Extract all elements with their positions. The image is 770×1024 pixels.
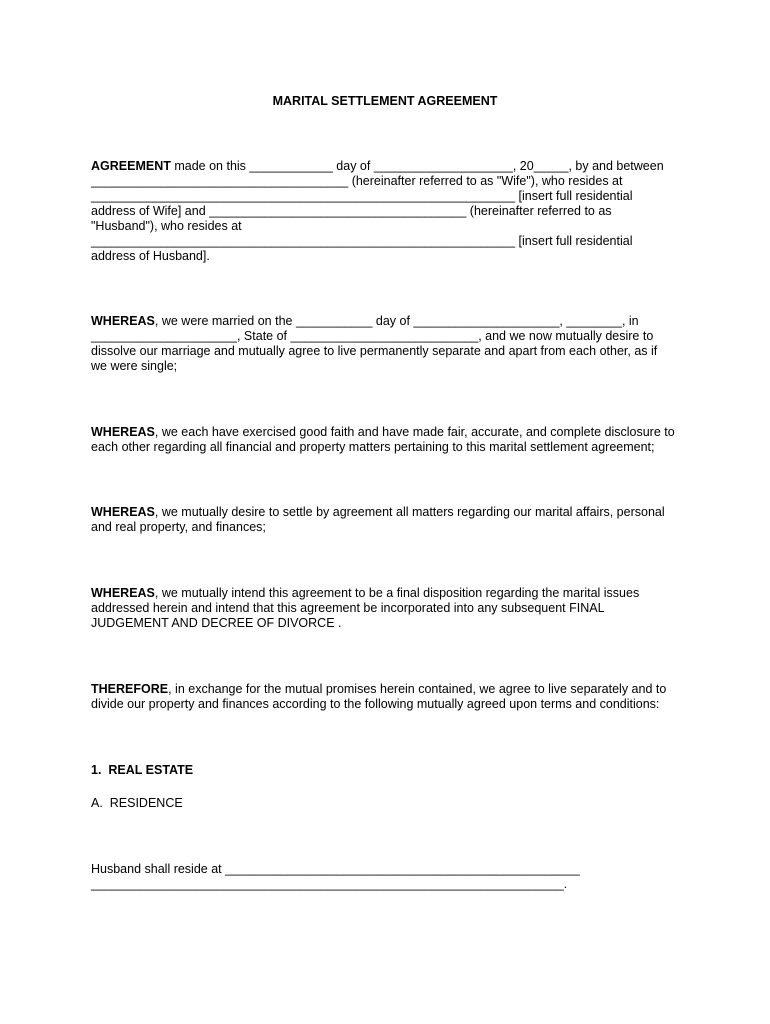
husband-residence-line-1: Husband shall reside at ___________________________________________________: [91, 862, 580, 876]
therefore-line-2: divide our property and finances according to the following mutually agreed upon terms and conditions:: [91, 697, 660, 711]
whereas2-line-1: WHEREAS, we each have exercised good faith and have made fair, accurate, and complete disclosure to: [91, 425, 675, 439]
document-title: MARITAL SETTLEMENT AGREEMENT: [272, 94, 498, 108]
whereas-disclosure-paragraph: [91, 425, 691, 455]
therefore-paragraph: [91, 682, 691, 712]
agreement-line-7: address of Husband].: [91, 249, 210, 263]
whereas4-line-3: JUDGEMENT AND DECREE OF DIVORCE .: [91, 616, 342, 630]
whereas3-lead: WHEREAS: [91, 505, 155, 519]
whereas4-line-1: WHEREAS, we mutually intend this agreement to be a final disposition regarding the marital issues: [91, 586, 640, 600]
therefore-lead: THEREFORE: [91, 682, 169, 696]
subsection-heading-residence: A. RESIDENCE: [91, 796, 183, 810]
agreement-line-1: AGREEMENT made on this ____________ day of ____________________, 20_____, by and between: [91, 159, 664, 173]
whereas1-line-3: dissolve our marriage and mutually agree to live permanently separate and apart from each other, as if: [91, 344, 658, 358]
agreement-line-5: "Husband"), who resides at: [91, 219, 242, 233]
agreement-paragraph: [91, 159, 691, 264]
agreement-line-2: _____________________________________ (hereinafter referred to as "Wife"), who resides at: [91, 174, 623, 188]
whereas1-line-2: _____________________, State of ___________________________, and we now mutually desire to: [91, 329, 654, 343]
therefore-line-1: THEREFORE, in exchange for the mutual promises herein contained, we agree to live separately and to: [91, 682, 667, 696]
husband-residence-line-2: ____________________________________________________________________.: [91, 877, 568, 891]
whereas4-line-2: addressed herein and intend that this agreement be incorporated into any subsequent FINAL: [91, 601, 605, 615]
whereas2-lead: WHEREAS: [91, 425, 155, 439]
agreement-line-6: _____________________________________________________________ [insert full residential: [91, 234, 633, 248]
whereas3-line-1: WHEREAS, we mutually desire to settle by agreement all matters regarding our marital affairs, personal: [91, 505, 665, 519]
whereas-settle-paragraph: [91, 505, 691, 535]
whereas4-lead: WHEREAS: [91, 586, 155, 600]
whereas1-line-4: we were single;: [91, 359, 178, 373]
agreement-line-3: _____________________________________________________________ [insert full residential: [91, 189, 633, 203]
whereas-married-paragraph: [91, 314, 691, 374]
whereas1-line-1: WHEREAS, we were married on the ___________ day of _____________________, ________, in: [91, 314, 639, 328]
section-heading-real-estate: 1. REAL ESTATE: [91, 763, 194, 777]
agreement-line-4: address of Wife] and _____________________________________ (hereinafter referred to as: [91, 204, 612, 218]
husband-residence-paragraph: [91, 862, 691, 892]
agreement-lead: AGREEMENT: [91, 159, 171, 173]
whereas3-line-2: and real property, and finances;: [91, 520, 266, 534]
whereas1-lead: WHEREAS: [91, 314, 155, 328]
whereas-final-disposition-paragraph: [91, 586, 691, 631]
whereas2-line-2: each other regarding all financial and property matters pertaining to this marital settlement agreement;: [91, 440, 655, 454]
